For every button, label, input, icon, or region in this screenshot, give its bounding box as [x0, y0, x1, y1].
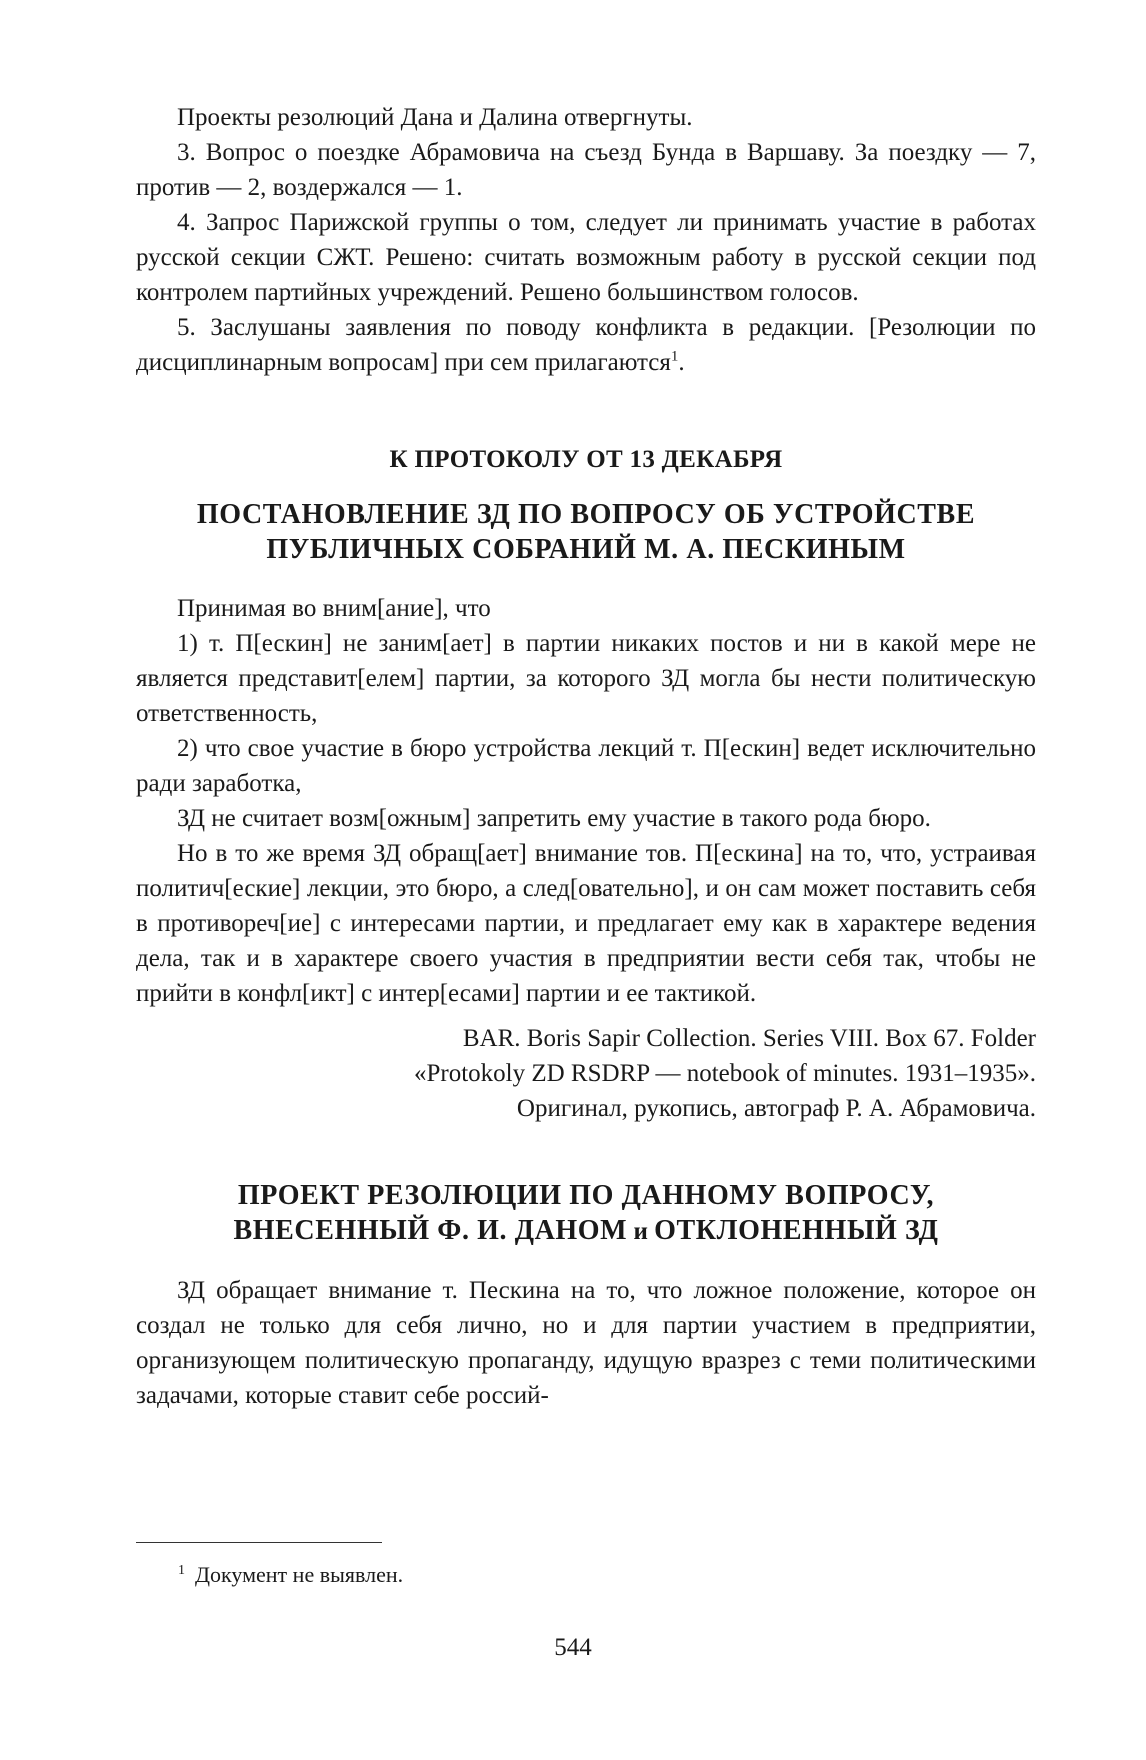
footnote [178, 1560, 403, 1590]
paragraph-text: 5. Заслушаны заявления по поводу конфликта в редакции. [Резолюции по дисциплинарным вопросам] при сем прилагаются [136, 314, 1036, 376]
resolution-title-conjunction: и [627, 1218, 655, 1245]
paragraph: 4. Запрос Парижской группы о том, следует ли принимать участие в работах русской секции СЖТ. Решено: считать возможным работу в русской секции под контролем партийных учреждений. Решено большинством голосов. [136, 209, 1036, 306]
paragraph: Проекты резолюций Дана и Далина отвергнуты. [177, 104, 693, 131]
page-number: 544 [554, 1634, 592, 1661]
paragraph: Принимая во вним[ание], что [177, 595, 491, 622]
source-line: «Protokoly ZD RSDRP — notebook of minutes. 1931–1935». [413, 1060, 1036, 1087]
resolution-title-line: ОТКЛОНЕННЫЙ ЗД [654, 1215, 939, 1246]
resolution-title-line: ВНЕСЕННЫЙ Ф. И. ДАНОМ [233, 1215, 628, 1246]
paragraph: 2) что свое участие в бюро устройства лекций т. П[ескин] ведет исключительно ради заработка, [136, 735, 1036, 797]
resolution-title-line: ПРОЕКТ РЕЗОЛЮЦИИ ПО ДАННОМУ ВОПРОСУ, [237, 1180, 935, 1211]
source-line: BAR. Boris Sapir Collection. Series VIII. Box 67. Folder [462, 1025, 1036, 1052]
source-line: Оригинал, рукопись, автограф Р. А. Абрамовича. [516, 1095, 1036, 1122]
footnote-reference[interactable]: 1 [670, 348, 679, 365]
resolution-title [136, 1178, 1036, 1249]
paragraph: 3. Вопрос о поездке Абрамовича на съезд Бунда в Варшаву. За поездку — 7, против — 2, воздержался — 1. [136, 139, 1036, 201]
paragraph: ЗД обращает внимание т. Пескина на то, что ложное положение, которое он создал не только для себя лично, но и для партии участием в предприятии, организующем политическую пропаганду, идущую вразрез с теми политическими задачами, которые ставит себе россий- [136, 1277, 1036, 1409]
paragraph: ЗД не считает возм[ожным] запретить ему участие в такого рода бюро. [177, 805, 931, 832]
resolution-title-line: ПОСТАНОВЛЕНИЕ ЗД ПО ВОПРОСУ ОБ УСТРОЙСТВЕ [196, 499, 976, 530]
paragraph-end: . [678, 349, 685, 376]
resolution-title-line: ПУБЛИЧНЫХ СОБРАНИЙ М. А. ПЕСКИНЫМ [266, 534, 906, 565]
resolution-title [136, 497, 1036, 567]
paragraph [136, 310, 1036, 380]
page-body [136, 100, 1036, 1413]
paragraph: Но в то же время ЗД обращ[ает] внимание тов. П[ескина] на то, что, устраивая политич[еские] лекции, это бюро, а след[овательно], и он сам может поставить себя в противореч[ие] с интересами партии, и предлагает ему как в характере ведения дела, так и в характере своего участия в предприятии вести себя так, чтобы не прийти в конфл[икт] с интер[есами] партии и ее тактикой. [136, 840, 1036, 1007]
footnote-mark: 1 [178, 1562, 185, 1578]
footnote-text: Документ не выявлен. [195, 1562, 404, 1587]
archival-source [136, 1021, 1036, 1126]
section-title: К ПРОТОКОЛУ ОТ 13 ДЕКАБРЯ [389, 446, 783, 473]
footnote-divider [136, 1542, 382, 1543]
paragraph: 1) т. П[ескин] не заним[ает] в партии никаких постов и ни в какой мере не является представит[елем] партии, за которого ЗД могла бы нести политическую ответственность, [136, 630, 1036, 727]
